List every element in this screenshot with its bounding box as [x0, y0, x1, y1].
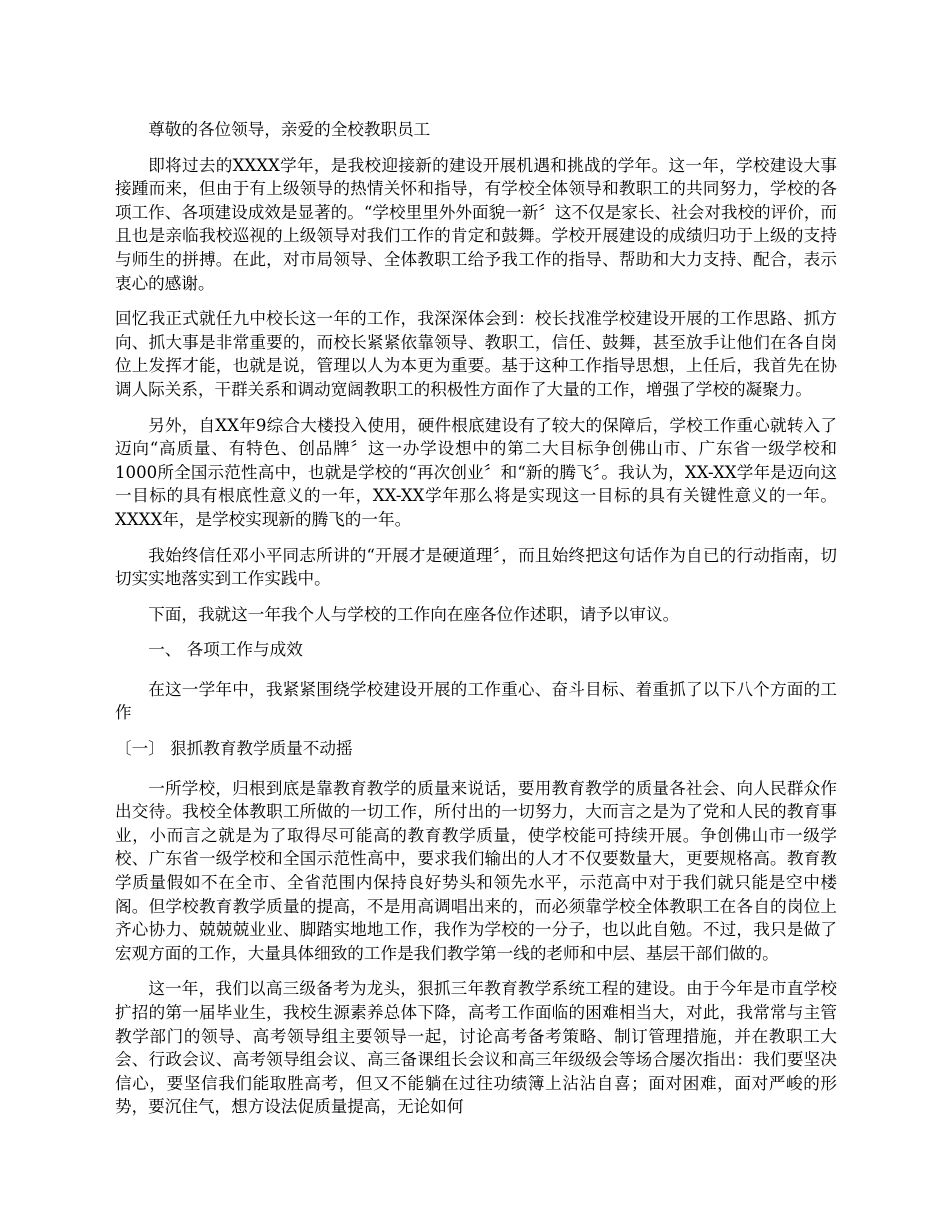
subsection-heading-1: 〔一〕 狠抓教育教学质量不动摇	[115, 739, 353, 759]
section-heading-1: 一、 各项工作与成效	[148, 640, 303, 660]
quality-paragraph: 一所学校，归根到底是靠教育教学的质量来说话，要用教育教学的质量各社会、向人民群众作出交待。我校全体教职工所做的一切工作，所付出的一切努力，大而言之是为了党和人民的教育事业，小而言之就是为了取得尽可能高的教育教学质量，使学校能可持续开展。争创佛山市一级学校、广东省一级学校和全国示范性高中，要求我们输出的人才不仅要数量大，更要规格高。教育教学质量假如不在全市、全省范围内保持良好势头和领先水平，示范高中对于我们就只能是空中楼阁。但学校教育教学质量的提高，不是用高调唱出来的，而必须靠学校全体教职工在各自的岗位上齐心协力、兢兢兢业业、脚踏实地地工作，我作为学校的一分子，也以此自勉。不过，我只是做了宏观方面的工作，大量具体细致的工作是我们教学第一线的老师和中层、基层干部们做的。	[115, 778, 837, 963]
report-intro-paragraph: 下面，我就这一年我个人与学校的工作向在座各位作述职，请予以审议。	[148, 604, 680, 624]
intro-paragraph: 即将过去的XXXX学年，是我校迎接新的建设开展机遇和挑战的学年。这一年，学校建设大事接踵而来，但由于有上级领导的热情关怀和指导，有学校全体领导和教职工的共同努力，学校的各项工作、各项建设成效是显著的。“学校里里外外面貌一新〞这不仅是家长、社会对我校的评价，而且也是亲临我校巡视的上级领导对我们工作的肯定和鼓舞。学校开展建设的成绩归功于上级的支持与师生的拼搏。在此，对市局领导、全体教职工给予我工作的指导、帮助和大力支持、配合，表示衷心的感谢。	[115, 155, 838, 293]
greeting-paragraph: 尊敬的各位领导，亲爱的全校教职员工	[148, 120, 431, 139]
principle-paragraph: 我始终信任邓小平同志所讲的“开展才是硬道理〞，而且始终把这句话作为自已的行动指南，切切实实地落实到工作实践中。	[115, 545, 837, 589]
exam-prep-paragraph: 这一年，我们以高三级备考为龙头，狠抓三年教育教学系统工程的建设。由于今年是市直学校扩招的第一届毕业生，我校生源素养总体下降，高考工作面临的困难相当大，对此，我常常与主管教学部门的领导、高考领导组主要领导一起，讨论高考备考策略、制订管理措施，并在教职工大会、行政会议、高考领导组会议、高三备课组长会议和高三年级级会等场合屡次指出：我们要坚决信心，要坚信我们能取胜高考，但又不能躺在过往功绩簿上沾沾自喜；面对困难，面对严峻的形势，要沉住气，想方设法促质量提高，无论如何	[115, 979, 837, 1117]
reflection-paragraph: 回忆我正式就任九中校长这一年的工作，我深深体会到：校长找准学校建设开展的工作思路、抓方向、抓大事是非常重要的，而校长紧紧依靠领导、教职工，信任、鼓舞，甚至放手让他们在各自岗位上发挥才能，也就是说，管理以人为本更为重要。基于这种工作指导思想，上任后，我首先在协调人际关系，干群关系和调动宽阔教职工的积极性方面作了大量的工作，增强了学校的凝聚力。	[115, 309, 837, 399]
document-page	[115, 118, 837, 1131]
goals-paragraph: 另外，自XX年9综合大楼投入使用，硬件根底建设有了较大的保障后，学校工作重心就转入了迈向“高质量、有特色、创品牌〞这一办学设想中的第二大目标争创佛山市、广东省一级学校和1000所全国示范性高中，也就是学校的“再次创业〞和“新的腾飞〞。我认为，XX-XX学年是迈向这一目标的具有根底性意义的一年，XX-XX学年那么将是实现这一目标的具有关键性意义的一年。XXXX年，是学校实现新的腾飞的一年。	[115, 415, 837, 529]
section-intro-paragraph: 在这一学年中，我紧紧围绕学校建设开展的工作重心、奋斗目标、着重抓了以下八个方面的工作	[115, 679, 837, 723]
